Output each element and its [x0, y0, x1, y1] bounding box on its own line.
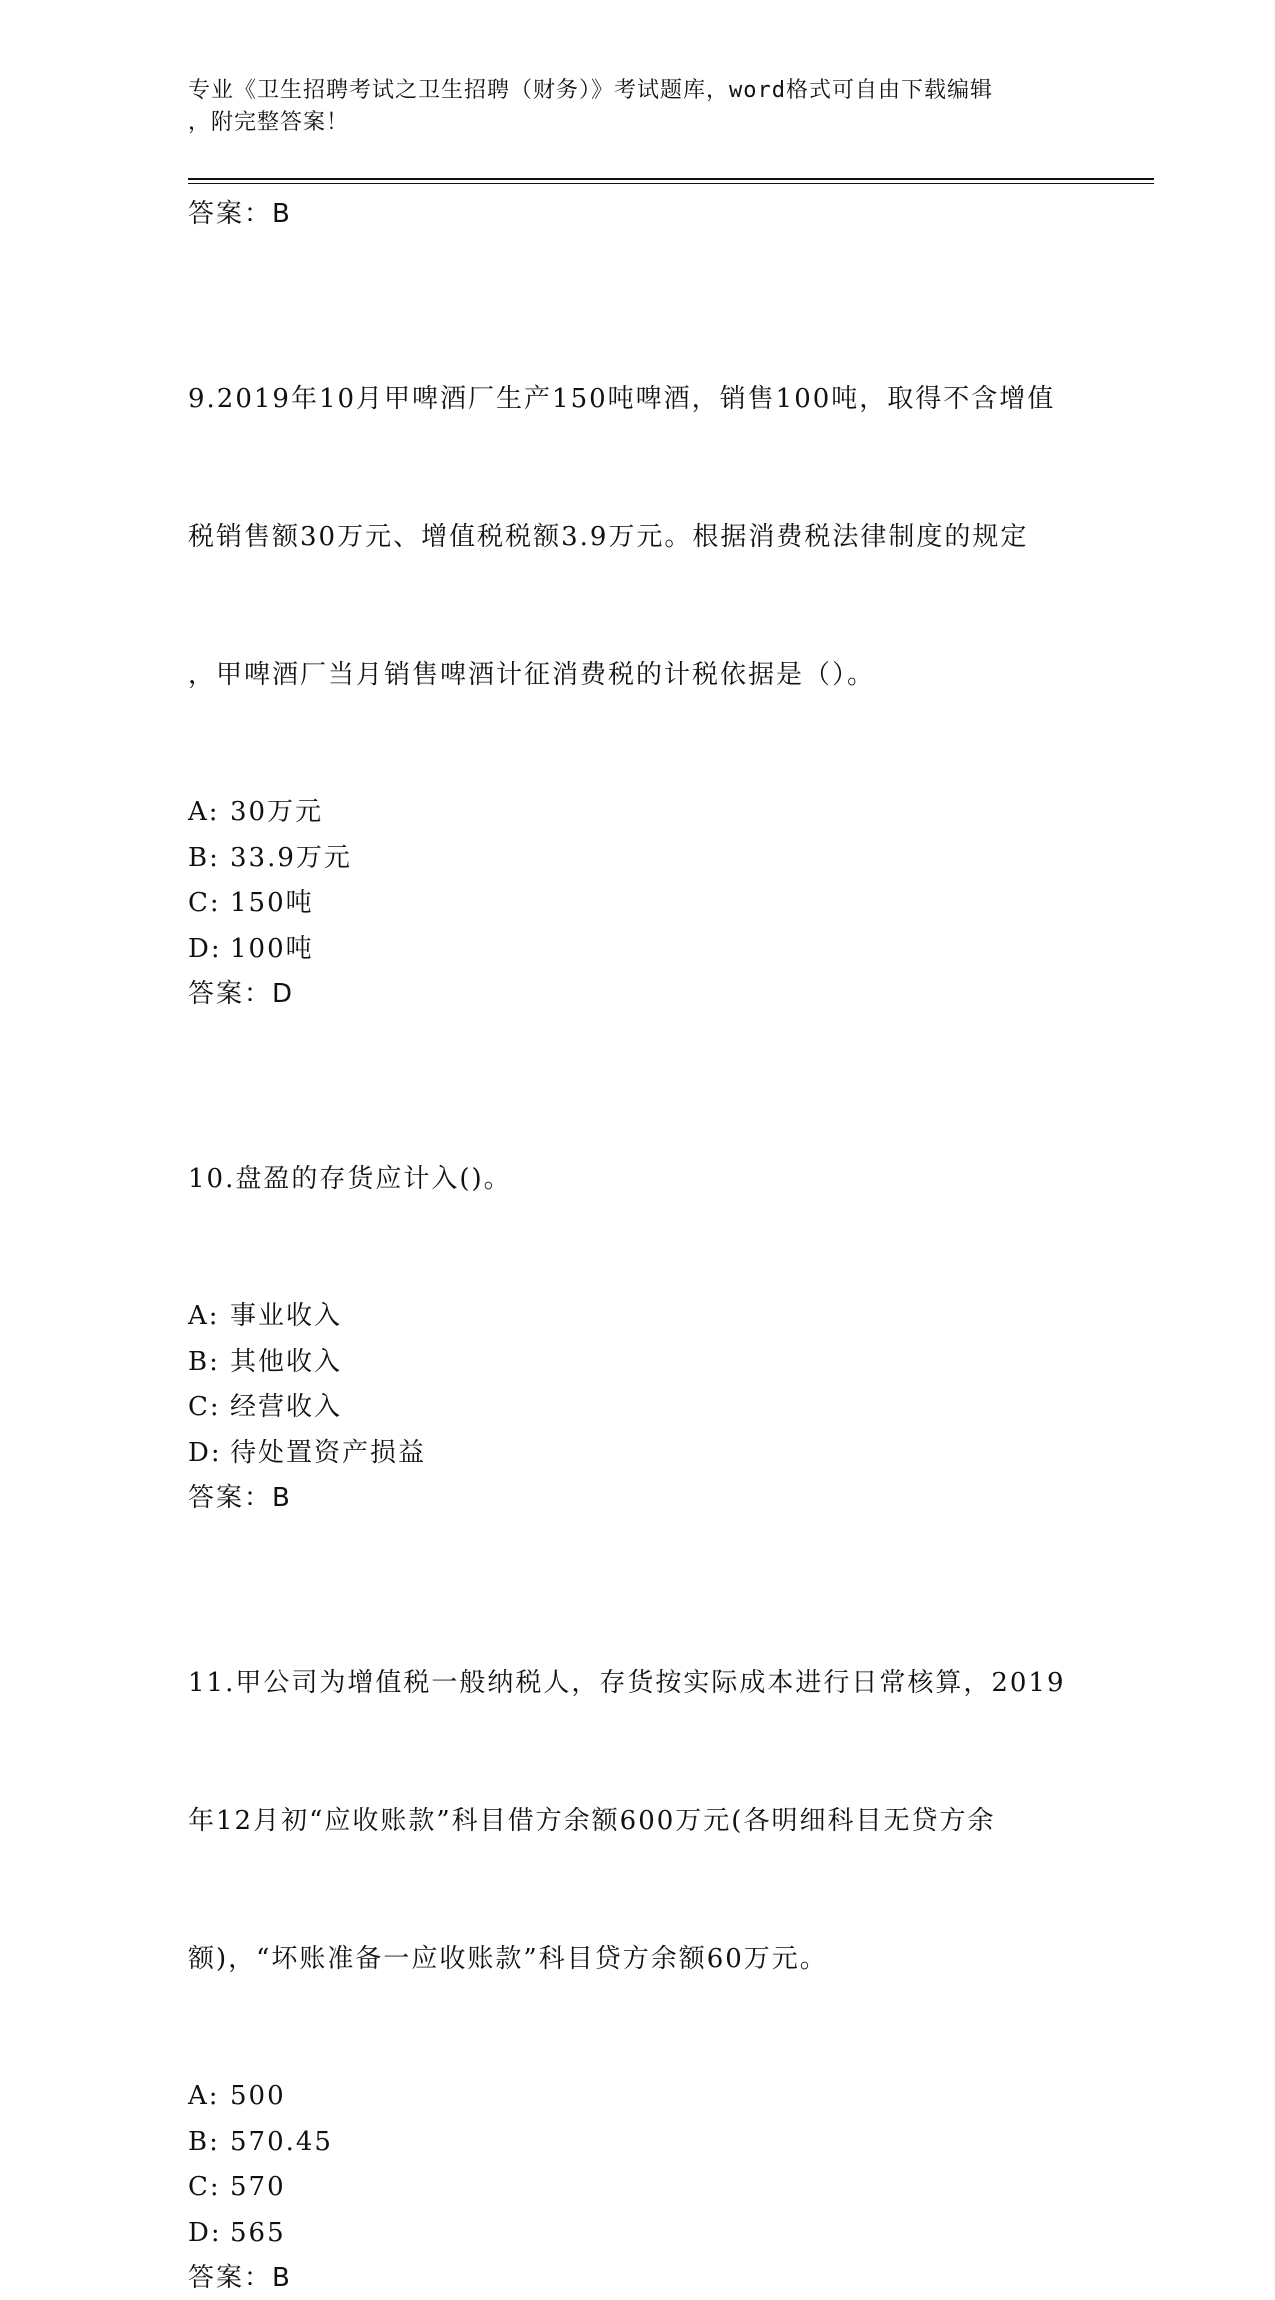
option-letter: C:: [188, 888, 221, 918]
option-d: [188, 927, 1088, 973]
question-block: [188, 1064, 1088, 1520]
question-block: [188, 284, 1088, 1016]
question-stem: [188, 284, 1088, 790]
answer-line: 答案：D: [188, 979, 295, 1009]
option-letter: C:: [188, 1392, 221, 1422]
question-stem: [188, 1064, 1088, 1294]
stem-line: ，甲啤酒厂当月销售啤酒计征消费税的计税依据是（）。: [188, 660, 876, 690]
spacer: [188, 236, 1088, 284]
header-line-2: ，附完整答案！: [188, 110, 350, 135]
option-text: 570.45: [230, 2126, 333, 2157]
option-a: [188, 1294, 1088, 1340]
option-b: [188, 2120, 1088, 2166]
option-text: 100吨: [230, 933, 314, 964]
stem-line: 11.甲公司为增值税一般纳税人，存货按实际成本进行日常核算，2019: [188, 1668, 1066, 1698]
option-letter: C:: [188, 2172, 221, 2202]
option-text: 500: [230, 2081, 286, 2111]
option-text: 其他收入: [230, 1346, 343, 1377]
option-d: [188, 1431, 1088, 1477]
answer-line: 答案：B: [188, 2263, 292, 2293]
stem-line: 10.盘盈的存货应计入()。: [188, 1164, 512, 1194]
option-b: [188, 836, 1088, 882]
option-text: 待处置资产损益: [230, 1437, 427, 1468]
answer-line: 答案：B: [188, 1483, 292, 1513]
option-c: [188, 881, 1088, 927]
option-text: 30万元: [230, 797, 324, 827]
stem-line: 年12月初“应收账款”科目借方余额600万元(各明细科目无贷方余: [188, 1806, 996, 1836]
option-letter: B:: [188, 1346, 220, 1377]
option-letter: A:: [188, 2081, 220, 2111]
option-b: [188, 1340, 1088, 1386]
stem-line: 额)，“坏账准备一应收账款”科目贷方余额60万元。: [188, 1944, 828, 1974]
previous-answer: 答案：B: [188, 199, 292, 229]
question-list: [188, 192, 1088, 2300]
option-text: 150吨: [230, 888, 314, 918]
option-a: [188, 2074, 1088, 2120]
spacer: [188, 1016, 1088, 1064]
header-divider: [188, 178, 1154, 180]
option-a: [188, 790, 1088, 836]
option-letter: B:: [188, 842, 220, 873]
option-text: 565: [230, 2217, 286, 2248]
option-d: [188, 2211, 1088, 2257]
option-letter: D:: [188, 1437, 222, 1468]
option-letter: A:: [188, 797, 220, 827]
stem-line: 税销售额30万元、增值税税额3.9万元。根据消费税法律制度的规定: [188, 522, 1029, 552]
option-c: [188, 2165, 1088, 2211]
document-header: [188, 75, 1088, 139]
option-letter: B:: [188, 2126, 220, 2157]
option-letter: D:: [188, 2217, 222, 2248]
spacer: [188, 1520, 1088, 1568]
option-letter: D:: [188, 933, 222, 964]
header-divider-thin: [188, 183, 1154, 184]
option-text: 经营收入: [230, 1392, 343, 1422]
header-line-1: 专业《卫生招聘考试之卫生招聘（财务）》考试题库，word格式可自由下载编辑: [188, 78, 993, 103]
option-letter: A:: [188, 1301, 220, 1331]
question-stem: [188, 1568, 1088, 2074]
option-c: [188, 1385, 1088, 1431]
option-text: 33.9万元: [230, 842, 352, 873]
option-text: 事业收入: [230, 1301, 343, 1331]
question-block: [188, 1568, 1088, 2300]
stem-line: 9.2019年10月甲啤酒厂生产150吨啤酒，销售100吨，取得不含增值: [188, 384, 1056, 414]
option-text: 570: [230, 2172, 286, 2202]
